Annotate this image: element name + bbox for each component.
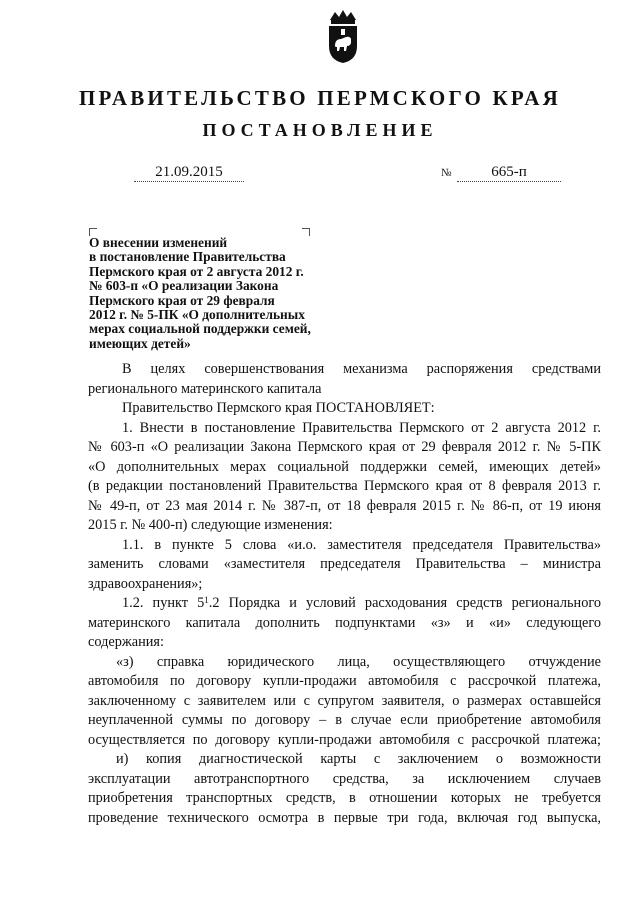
document-date: 21.09.2015 xyxy=(134,164,244,182)
text-line: содержания: xyxy=(88,634,164,650)
text-line: материнского капитала дополнить подпунктами «з» и «и» следующего xyxy=(88,614,601,631)
superscript: 1 xyxy=(204,595,209,605)
text-fragment: 1.2. пункт 5 xyxy=(122,595,205,611)
government-title: ПРАВИТЕЛЬСТВО ПЕРМСКОГО КРАЯ xyxy=(78,86,561,110)
text-line: № 49-п, от 23 мая 2014 г. № 387-п, от 18 февраля 2015 г. № 86-п, от 19 июня xyxy=(88,497,601,514)
subject-line: мерах социальной поддержки семей, xyxy=(89,321,311,337)
paragraph-purpose xyxy=(88,360,601,399)
paragraph-resolution xyxy=(88,399,601,419)
text-line: эксплуатации автотранспортного средства, за исключением случаев xyxy=(88,770,601,787)
text-line: Правительство Пермского края ПОСТАНОВЛЯЕТ: xyxy=(122,400,435,416)
perm-coat-of-arms-icon xyxy=(326,8,360,64)
number-sign: № xyxy=(441,167,452,179)
subject-line: О внесении изменений xyxy=(89,235,228,250)
text-line: 1.1. в пункте 5 слова «и.о. заместителя председателя Правительства» xyxy=(122,536,601,553)
text-line: (в редакции постановлений Правительства Пермского края от 8 февраля 2013 г. xyxy=(88,478,601,494)
document-subject xyxy=(89,236,349,351)
text-line xyxy=(88,594,601,614)
subject-line: 2012 г. № 5-ПК «О дополнительных xyxy=(89,307,305,323)
subject-line: в постановление Правительства xyxy=(89,249,286,265)
subject-line: имеющих детей» xyxy=(89,335,191,351)
text-line: автомобиля по договору купли-продажи автомобиля с рассрочкой платежа, xyxy=(88,673,601,689)
subject-line: Пермского края от 29 февраля xyxy=(89,292,275,308)
paragraph-subitem-z xyxy=(88,653,601,751)
text-line: осуществляется по договору купли-продажи автомобиля с рассрочкой платежа; xyxy=(88,731,601,748)
text-line: неуплаченной суммы по договору – в случае если приобретение автомобиля xyxy=(88,712,601,728)
text-line: заменить словами «заместителя председателя Правительства – министра xyxy=(88,556,601,572)
text-line: «О дополнительных мерах социальной поддержки семей, имеющих детей» xyxy=(88,458,601,475)
text-line: приобретения транспортных средств, в отношении которых не требуется xyxy=(88,790,601,806)
subject-line: Пермского края от 2 августа 2012 г. xyxy=(89,263,304,279)
text-line: «з) справка юридического лица, осуществляющего отчуждение xyxy=(116,653,601,670)
paragraph-item-1-1 xyxy=(88,536,601,595)
document-number: 665-п xyxy=(457,164,561,182)
text-line: В целях совершенствования механизма распоряжения средствами xyxy=(122,361,601,377)
text-line: 1. Внести в постановление Правительства Пермского от 2 августа 2012 г. xyxy=(122,419,601,436)
document-type: ПОСТАНОВЛЕНИЕ xyxy=(202,120,438,140)
text-line: № 603-п «О реализации Закона Пермского края от 29 февраля 2012 г. № 5-ПК xyxy=(88,439,601,455)
paragraph-item-1 xyxy=(88,419,601,536)
text-line: проведение технического осмотра в первые три года, включая год выпуска, xyxy=(88,809,601,826)
paragraph-item-1-2 xyxy=(88,594,601,653)
subject-line: № 603-п «О реализации Закона xyxy=(89,278,279,294)
text-line: и) копия диагностической карты с заключением о возможности xyxy=(116,751,601,767)
document-body xyxy=(88,360,601,828)
text-line: регионального материнского капитала xyxy=(88,380,322,397)
text-line: заключенному с заявителем или с супругом заявителя, о размерах оставшейся xyxy=(88,692,601,709)
subject-corner-right xyxy=(302,228,310,236)
text-line: здравоохранения»; xyxy=(88,575,203,592)
text-fragment: .2 Порядка и условий расходования средств регионального xyxy=(208,595,601,611)
paragraph-subitem-i xyxy=(88,750,601,828)
text-line: 2015 г. № 400-п) следующие изменения: xyxy=(88,517,333,533)
